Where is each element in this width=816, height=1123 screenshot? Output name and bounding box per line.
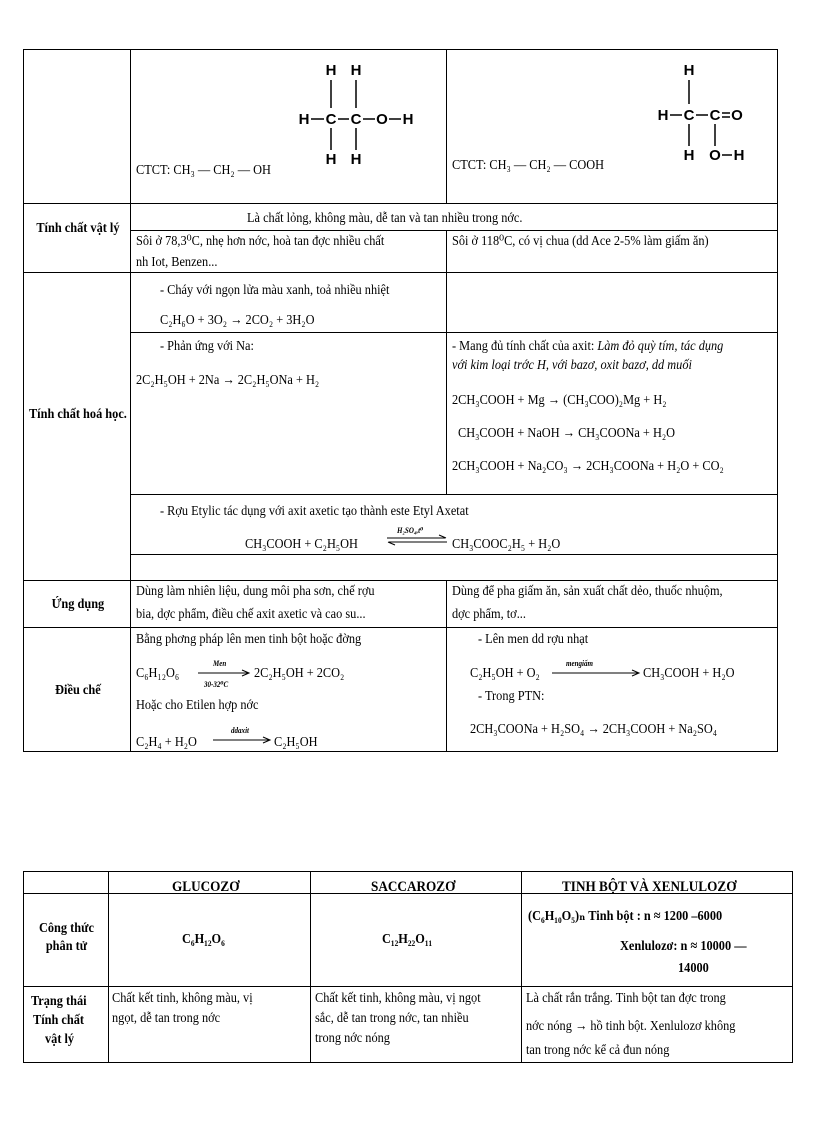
ethanol-prep-eq1-left: C₆H₁₂O₆ <box>136 666 180 681</box>
acid-property-intro <box>452 338 723 356</box>
ethanol-na-equation: 2C₂H₅OH + 2Na → 2C₂H₅ONa + H₂ <box>136 373 320 388</box>
ethanol-prep-line1: Bằng phơng pháp lên men tinh bột hoặc đờng <box>136 632 362 647</box>
svg-text:H: H <box>350 62 362 79</box>
row-label-physical: Tính chất vật lý <box>36 221 120 236</box>
ethanol-burn-text: - Cháy với ngọn lửa màu xanh, toả nhiều nhiệt <box>160 283 390 298</box>
acetic-acid-structure-diagram <box>655 58 755 168</box>
row-label-usage: Ứng dụng <box>51 597 105 612</box>
ester-equation-right: CH₃COOC₂H₅ + H₂O <box>452 537 561 552</box>
starch-formula-line3: 14000 <box>678 961 709 976</box>
svg-text:C: C <box>325 111 337 128</box>
acid-physical-text: Sôi ở 118⁰C, có vị chua (dd Ace 2-5% làm giấm ăn) <box>452 234 709 249</box>
ester-reaction-text: - Rợu Etylic tác dụng với axit axetic tạo thành este Etyl Axetat <box>160 504 469 519</box>
glucose-formula: C₆H₁₂O₆ <box>182 932 225 947</box>
acid-ctct-label: CTCT: CH₃ — CH₂ — COOH <box>452 158 605 173</box>
acid-intro-italic-line2: với kim loại trớc H, với bazơ, oxit bazơ, dd muối <box>452 358 692 373</box>
svg-text:O: O <box>731 107 743 124</box>
acid-usage-line2: dợc phẩm, tơ... <box>452 607 526 622</box>
acid-prep-eq1-right: CH₃COOH + H₂O <box>643 666 735 681</box>
header-starch-cellulose: TINH BỘT VÀ XENLULOZƠ <box>562 879 737 895</box>
ethanol-burn-equation: C₂H₆O + 3O₂ → 2CO₂ + 3H₂O <box>160 313 315 328</box>
svg-text:O: O <box>709 147 721 164</box>
svg-text:H: H <box>325 62 337 79</box>
row-label-state-line1: Trạng thái <box>31 994 87 1009</box>
acid-prep-line3: - Trong PTN: <box>478 689 545 704</box>
svg-text:H: H <box>325 151 337 168</box>
ethanol-ctct-label: CTCT: CH₃ — CH₂ — OH <box>136 163 271 178</box>
svg-text:H: H <box>657 107 669 124</box>
sucrose-state-line3: trong nớc nóng <box>315 1031 390 1046</box>
ethanol-structure-diagram <box>290 58 430 168</box>
ester-equation-left: CH₃COOH + C₂H₅OH <box>245 537 358 552</box>
glucose-state-line1: Chất kết tinh, không màu, vị <box>112 991 253 1006</box>
svg-text:O: O <box>376 111 388 128</box>
ethanol-prep-eq1-cond-bottom: 30-32⁰C <box>204 680 229 689</box>
sucrose-state-line1: Chất kết tinh, không màu, vị ngọt <box>315 991 481 1006</box>
svg-text:H: H <box>402 111 414 128</box>
ethanol-na-text: - Phản ứng với Na: <box>160 339 254 354</box>
svg-text:H: H <box>298 111 310 128</box>
glucose-state-line2: ngọt, dễ tan trong nớc <box>112 1011 221 1026</box>
acid-prep-eq2: 2CH₃COONa + H₂SO₄ → 2CH₃COOH + Na₂SO₄ <box>470 722 718 737</box>
ethanol-prep-eq2-left: C₂H₄ + H₂O <box>136 735 197 750</box>
arrow-icon <box>212 735 272 745</box>
ethanol-prep-eq2-cond: ddaxit <box>231 726 249 735</box>
acid-equation-mg: 2CH₃COOH + Mg → (CH₃COO)₂Mg + H₂ <box>452 393 667 408</box>
ethanol-physical-line1: Sôi ở 78,3⁰C, nhẹ hơn nớc, hoà tan đợc nhiều chất <box>136 234 385 249</box>
svg-text:H: H <box>733 147 745 164</box>
starch-state-line1: Là chất rắn trắng. Tinh bột tan đợc trong <box>526 991 726 1006</box>
starch-state-line3: tan trong nớc kể cả đun nóng <box>526 1043 670 1058</box>
row-label-state-line2: Tính chất <box>33 1013 85 1028</box>
acid-prep-line1: - Lên men dd rợu nhạt <box>478 632 589 647</box>
svg-text:C: C <box>683 107 695 124</box>
row-label-preparation: Điều chế <box>55 683 101 698</box>
svg-text:H: H <box>683 147 695 164</box>
acid-prep-eq1-cond: mengiấm <box>566 659 593 668</box>
header-glucose: GLUCOZƠ <box>172 879 240 895</box>
reversible-arrow-icon <box>385 534 449 546</box>
ethanol-prep-eq1-right: 2C₂H₅OH + 2CO₂ <box>254 666 345 681</box>
acid-equation-naoh: CH₃COOH + NaOH → CH₃COONa + H₂O <box>458 426 676 441</box>
physical-shared-text: Là chất lỏng, không màu, dễ tan và tan nhiều trong nớc. <box>247 211 523 226</box>
row-label-chemical: Tính chất hoá học. <box>28 407 127 422</box>
svg-text:H: H <box>683 62 695 79</box>
acid-intro-text: - Mang đủ tính chất của axit: <box>452 339 598 354</box>
svg-text:C: C <box>350 111 362 128</box>
starch-state-line2: nớc nóng → hồ tinh bột. Xenlulozơ không <box>526 1019 736 1034</box>
acid-prep-eq1-left: C₂H₅OH + O₂ <box>470 666 540 681</box>
ester-condition: H₂SO₄,t⁰ <box>397 526 424 535</box>
ethanol-prep-eq1-cond-top: Men <box>213 659 227 668</box>
arrow-icon <box>551 668 641 678</box>
acid-intro-italic: Làm đỏ quỳ tím, tác dụng <box>597 339 724 354</box>
acid-equation-na2co3: 2CH₃COOH + Na₂CO₃ → 2CH₃COONa + H₂O + CO₂ <box>452 459 724 474</box>
starch-formula-line2: Xenlulozơ: n ≈ 10000 — <box>620 939 747 954</box>
header-sucrose: SACCAROZƠ <box>371 879 456 895</box>
row-label-molecular-formula: Công thức phân tử <box>38 921 94 954</box>
acid-usage-line1: Dùng để pha giấm ăn, sản xuất chất dẻo, thuốc nhuộm, <box>452 584 723 599</box>
sucrose-formula: C₁₂H₂₂O₁₁ <box>382 932 433 947</box>
ethanol-prep-eq2-right: C₂H₅OH <box>274 735 318 750</box>
ethanol-prep-line3: Hoặc cho Etilen hợp nớc <box>136 698 259 713</box>
ethanol-usage-line1: Dùng làm nhiên liệu, dung môi pha sơn, chế rợu <box>136 584 375 599</box>
svg-text:C: C <box>709 107 721 124</box>
svg-text:H: H <box>350 151 362 168</box>
ethanol-usage-line2: bia, dợc phẩm, điều chế axit axetic và cao su... <box>136 607 366 622</box>
row-label-state-line3: vật lý <box>45 1032 75 1047</box>
sucrose-state-line2: sắc, dễ tan trong nớc, tan nhiều <box>315 1011 469 1026</box>
starch-formula-line1: (C₆H₁₀O₅)ₙ Tinh bột : n ≈ 1200 –6000 <box>528 909 723 924</box>
ethanol-physical-line2: nh Iot, Benzen... <box>136 255 218 270</box>
